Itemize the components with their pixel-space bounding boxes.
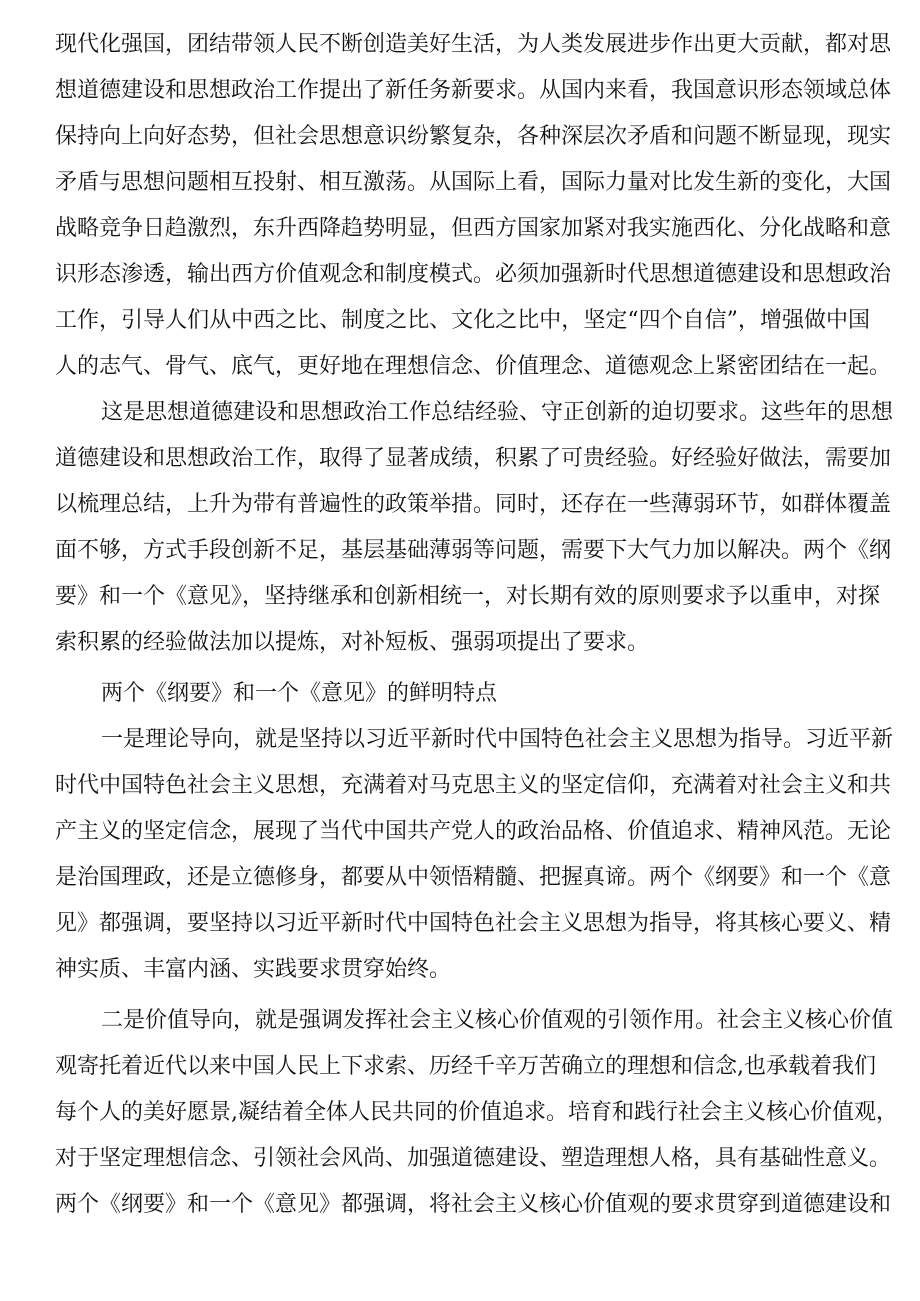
heading-text: 两个《纲要》和一个《意见》的鲜明特点: [101, 681, 498, 706]
text-line: 每个人的美好愿景,凝结着全体人民共同的价值追求。培育和践行社会主义核心价值观，: [55, 1100, 898, 1125]
text-line: 道德建设和思想政治工作，取得了显著成绩，积累了可贵经验。好经验好做法，需要加: [55, 446, 892, 471]
text-line: 保持向上向好态势，但社会思想意识纷繁复杂，各种深层次矛盾和问题不断显现，现实: [55, 124, 892, 149]
text-line: 神实质、丰富内涵、实践要求贯穿始终。: [55, 957, 452, 982]
text-line: 面不够，方式手段创新不足，基层基础薄弱等问题，需要下大气力加以解决。两个《纲: [55, 538, 892, 563]
text-line: 要》和一个《意见》，坚持继承和创新相统一，对长期有效的原则要求予以重申，对探: [55, 584, 881, 609]
text-line: 这是思想道德建设和思想政治工作总结经验、守正创新的迫切要求。这些年的思想: [101, 400, 894, 425]
text-line: 识形态渗透，输出西方价值观念和制度模式。必须加强新时代思想道德建设和思想政治: [55, 262, 892, 287]
text-line: 战略竞争日趋激烈，东升西降趋势明显，但西方国家加紧对我实施西化、分化战略和意: [55, 216, 892, 241]
paragraph-4: [55, 998, 898, 1228]
text-line: 观寄托着近代以来中国人民上下求索、历经千辛万苦确立的理想和信念,也承载着我们: [55, 1054, 876, 1079]
paragraph-1: [55, 22, 892, 390]
text-line: 两个《纲要》和一个《意见》都强调，将社会主义核心价值观的要求贯穿到道德建设和: [55, 1192, 892, 1217]
text-line: 一是理论导向，就是坚持以习近平新时代中国特色社会主义思想为指导。习近平新: [101, 727, 894, 752]
text-line: 索积累的经验做法加以提炼，对补短板、强弱项提出了要求。: [55, 630, 650, 655]
text-line: 见》都强调，要坚持以习近平新时代中国特色社会主义思想为指导，将其核心要义、精: [55, 911, 892, 936]
text-line: 人的志气、骨气、底气，更好地在理想信念、价值理念、道德观念上紧密团结在一起。: [55, 354, 892, 379]
text-line: 对于坚定理想信念、引领社会风尚、加强道德建设、塑造理想人格，具有基础性意义。: [55, 1146, 892, 1171]
text-line: 现代化强国，团结带领人民不断创造美好生活，为人类发展进步作出更大贡献，都对思: [55, 32, 892, 57]
section-heading: [55, 671, 870, 717]
paragraph-2: [55, 390, 894, 666]
text-line: 产主义的坚定信念，展现了当代中国共产党人的政治品格、价值追求、精神风范。无论: [55, 819, 892, 844]
text-line: 二是价值导向，就是强调发挥社会主义核心价值观的引领作用。社会主义核心价值: [101, 1008, 894, 1033]
text-line: 工作，引导人们从中西之比、制度之比、文化之比中，坚定“四个自信”，增强做中国: [55, 308, 870, 333]
text-line: 以梳理总结，上升为带有普遍性的政策举措。同时，还存在一些薄弱环节，如群体覆盖: [55, 492, 892, 517]
text-line: 是治国理政，还是立德修身，都要从中领悟精髓、把握真谛。两个《纲要》和一个《意: [55, 865, 892, 890]
text-line: 时代中国特色社会主义思想，充满着对马克思主义的坚定信仰，充满着对社会主义和共: [55, 773, 892, 798]
paragraph-3: [55, 717, 894, 993]
document-page: [55, 22, 898, 1228]
text-line: 矛盾与思想问题相互投射、相互激荡。从国际上看，国际力量对比发生新的变化，大国: [55, 170, 892, 195]
text-line: 想道德建设和思想政治工作提出了新任务新要求。从国内来看，我国意识形态领域总体: [55, 78, 892, 103]
